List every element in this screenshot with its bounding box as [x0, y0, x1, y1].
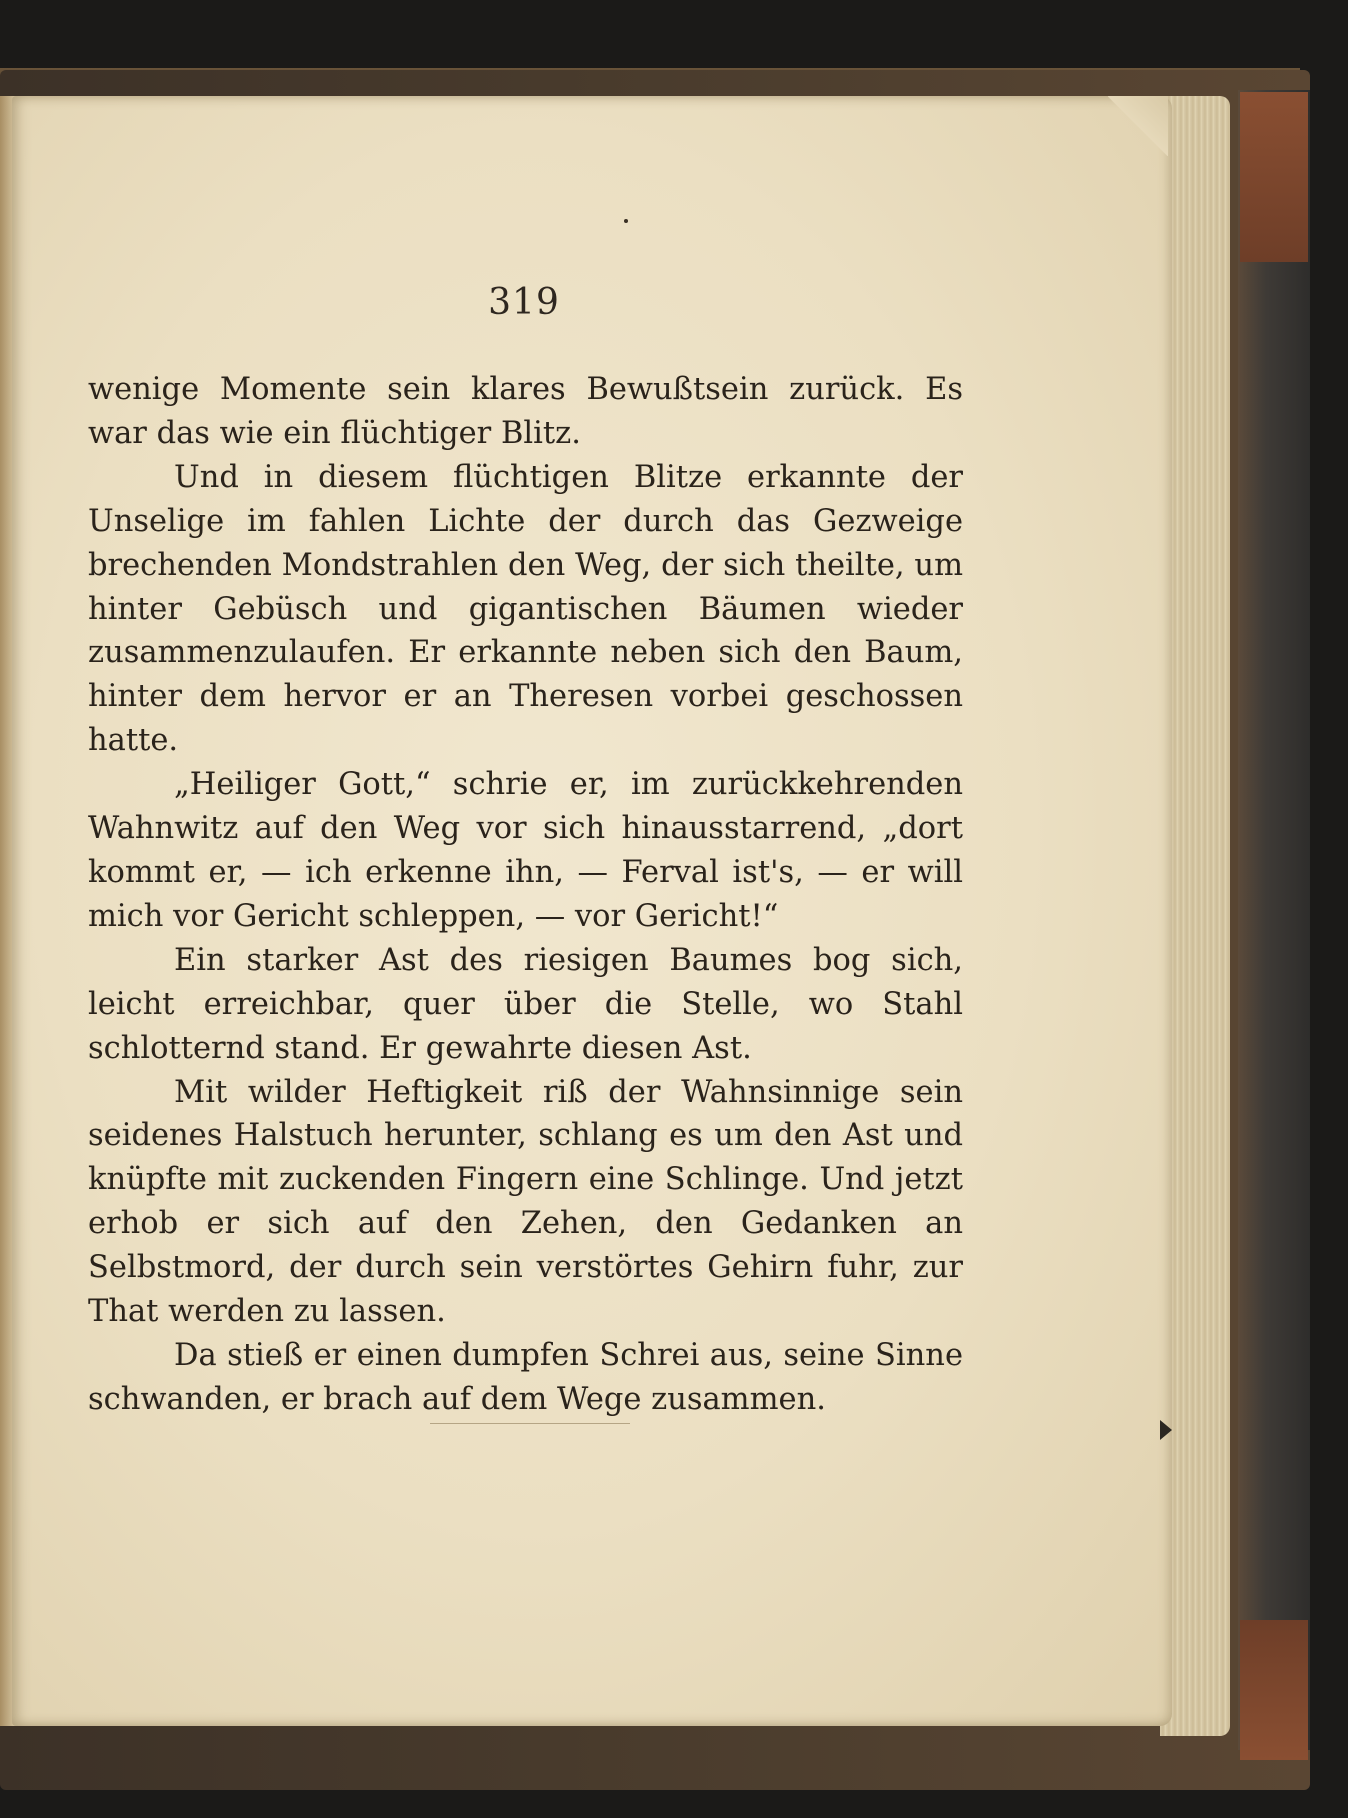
- paragraph: Ein starker Ast des riesigen Baumes bog sich, leicht erreichbar, quer über die Stelle, wo Stahl schlotternd stand. Er gewahrte diesen Ast.: [88, 942, 963, 1066]
- page-tab-marker: [1160, 1420, 1172, 1440]
- page-number: 319: [488, 282, 560, 323]
- paragraph: Und in diesem flüchtigen Blitze erkannte der Unselige im fahlen Lichte der durch das Gezweige brechenden Mondstrahlen den Weg, der sich theilte, um hinter Gebüsch und gigantischen Bäumen wieder zusammenzulaufen. Er erkannte neben sich den Baum, hinter dem hervor er an Theresen vorbei geschossen hatte.: [88, 459, 963, 759]
- paragraph: „Heiliger Gott,“ schrie er, im zurückkehrenden Wahnwitz auf den Weg vor sich hinausstarrend, „dort kommt er, — ich erkenne ihn, — Ferval ist's, — er will mich vor Gericht schleppen, — vor Gericht!“: [88, 767, 963, 934]
- spine-leather-bottom: [1240, 1620, 1308, 1760]
- body-text: [88, 368, 963, 1422]
- chapter-end-rule: [430, 1423, 630, 1424]
- paragraph: wenige Momente sein klares Bewußtsein zurück. Es war das wie ein flüchtiger Blitz.: [88, 372, 963, 451]
- spine-leather-top: [1240, 92, 1308, 262]
- paragraph: Da stieß er einen dumpfen Schrei aus, seine Sinne schwanden, er brach auf dem Wege zusammen.: [88, 1337, 963, 1417]
- paragraph: Mit wilder Heftigkeit riß der Wahnsinnige sein seidenes Halstuch herunter, schlang es um den Ast und knüpfte mit zuckenden Fingern eine Schlinge. Und jetzt erhob er sich auf den Zehen, den Gedanken an Selbstmord, der durch sein verstörtes Gehirn fuhr, zur That werden zu lassen.: [88, 1074, 963, 1330]
- ink-speck: [624, 219, 628, 223]
- page-corner-fold: [1108, 96, 1168, 156]
- book-spine: [1238, 90, 1310, 1750]
